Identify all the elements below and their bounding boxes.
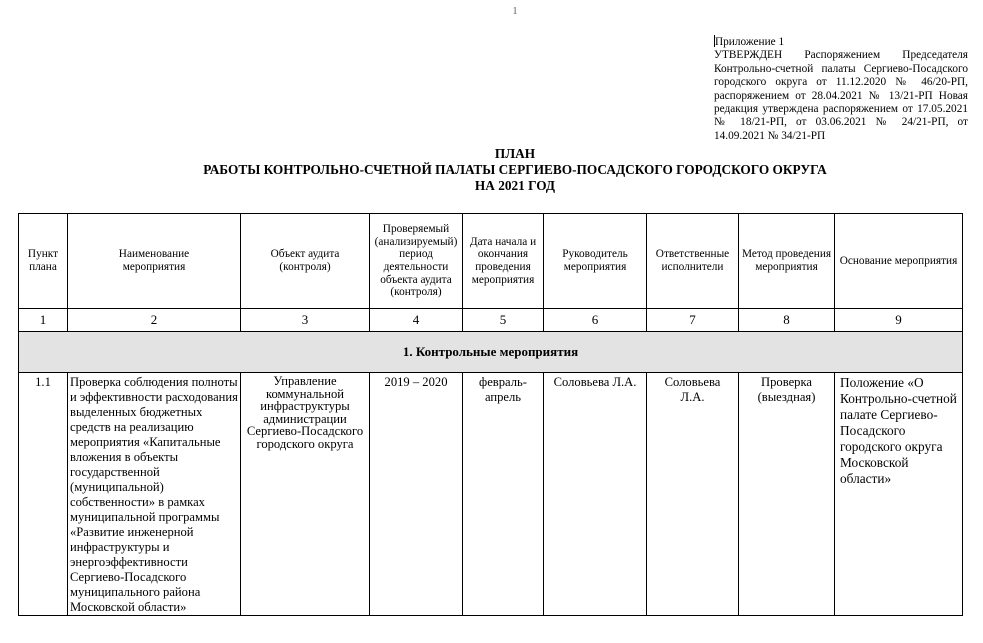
table-row (19, 373, 963, 616)
title-line-3: НА 2021 ГОД (474, 178, 556, 193)
column-number: 4 (370, 309, 463, 332)
cell-dates: февраль-апрель (463, 373, 544, 616)
header-head: Руководитель мероприятия (544, 214, 647, 309)
column-number: 6 (544, 309, 647, 332)
column-number: 2 (68, 309, 241, 332)
header-dates: Дата начала и окончания проведения мероприятия (463, 214, 544, 309)
column-number: 9 (835, 309, 963, 332)
document-title (0, 146, 983, 194)
cell-object: Управление коммунальной инфраструктуры администрации Сергиево-Посадского городского округа (241, 373, 370, 616)
cell-executors: Соловьева Л.А. (647, 373, 739, 616)
section-title: 1. Контрольные мероприятия (19, 332, 963, 373)
header-name: Наименование мероприятия (68, 214, 241, 309)
cell-period: 2019 – 2020 (370, 373, 463, 616)
cell-name: Проверка соблюдения полноты и эффективности расходования выделенных бюджетных средств на реализацию мероприятия «Капитальные вложения в объекты государственной (муниципальной) собственности» в рамках муниципальной программы «Развитие инженерной инфраструктуры и энергоэффективности Сергиево-Посадского муниципального района Московской области» (68, 373, 241, 616)
header-method: Метод проведения мероприятия (739, 214, 835, 309)
cell-method: Проверка (выездная) (739, 373, 835, 616)
section-row (19, 332, 963, 373)
column-number: 5 (463, 309, 544, 332)
header-period: Проверяемый (анализируемый) период деятельности объекта аудита (контроля) (370, 214, 463, 309)
approval-text: УТВЕРЖДЕН Распоряжением Председателя Контрольно-счетной палаты Сергиево-Посадского городского округа от 11.12.2020 № 46/20-РП, распоряжением от 28.04.2021 № 13/21-РП Новая редакция утверждена распоряжением от 17.05.2021 № 18/21-РП, от 03.06.2021 № 24/21-РП, от 14.09.2021 № 34/21-РП (714, 49, 968, 142)
approval-note (714, 35, 968, 143)
page-number: 1 (512, 5, 518, 17)
header-executors: Ответственные исполнители (647, 214, 739, 309)
title-line-1: ПЛАН (494, 146, 536, 161)
approval-annex-line (714, 35, 968, 49)
column-number: 7 (647, 309, 739, 332)
column-number: 8 (739, 309, 835, 332)
header-point: Пункт плана (19, 214, 68, 309)
header-object: Объект аудита (контроля) (241, 214, 370, 309)
table-header-row (19, 214, 963, 309)
column-number: 1 (19, 309, 68, 332)
approval-annex-label: Приложение 1 (715, 36, 785, 48)
cell-head: Соловьева Л.А. (544, 373, 647, 616)
plan-table (18, 213, 963, 616)
column-number-row (19, 309, 963, 332)
column-number: 3 (241, 309, 370, 332)
title-line-2: РАБОТЫ КОНТРОЛЬНО-СЧЕТНОЙ ПАЛАТЫ СЕРГИЕВО-ПОСАДСКОГО ГОРОДСКОГО ОКРУГА (203, 162, 827, 177)
cell-basis: Положение «О Контрольно-счетной палате Сергиево-Посадского городского округа Московской области» (835, 373, 963, 616)
cell-point: 1.1 (19, 373, 68, 616)
header-basis: Основание мероприятия (835, 214, 963, 309)
